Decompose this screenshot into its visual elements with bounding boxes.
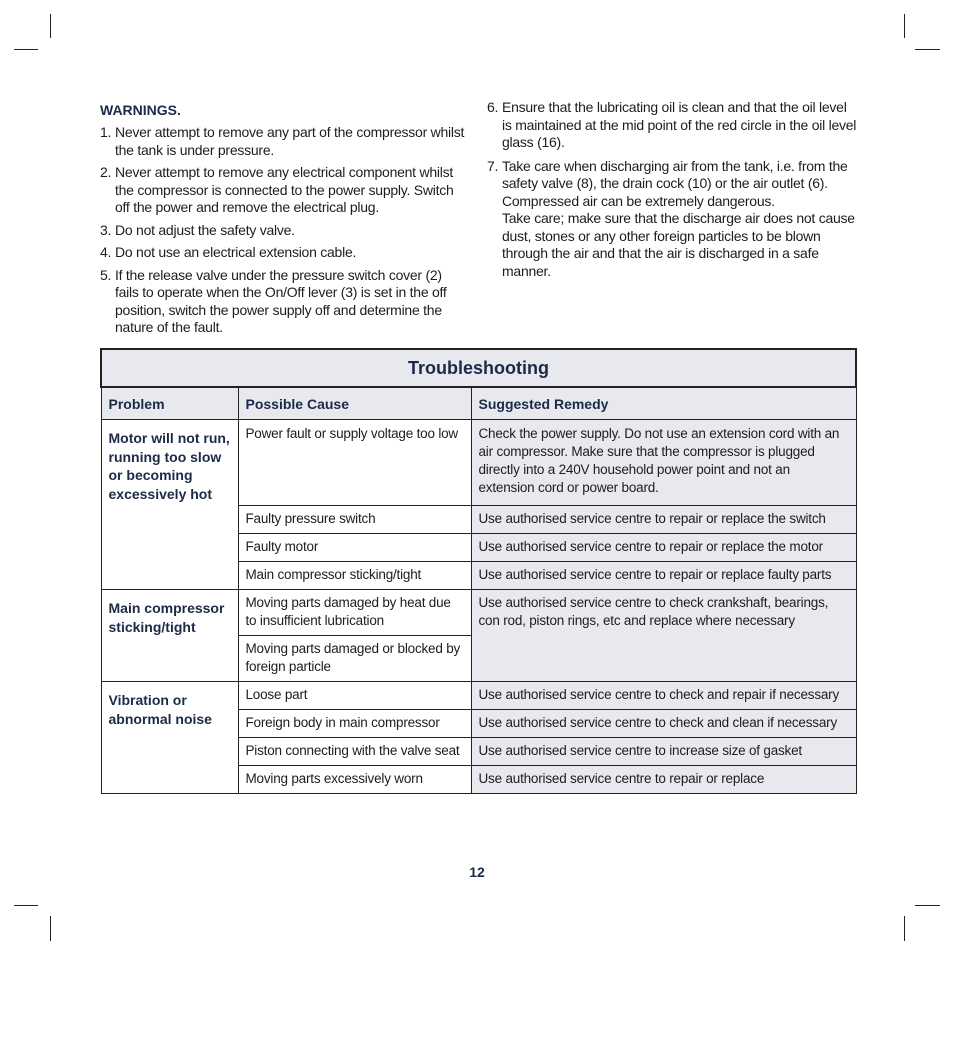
warning-number: 5.	[100, 266, 112, 283]
table-row	[101, 590, 856, 636]
problem-cell: Vibration or abnormal noise	[101, 682, 238, 794]
warning-item	[100, 222, 465, 240]
cause-cell: Moving parts damaged by heat due to insufficient lubrication	[238, 590, 471, 636]
warnings-list-continued	[487, 99, 859, 280]
warning-number: 3.	[100, 221, 112, 238]
troubleshooting-table	[100, 348, 857, 794]
warnings-list	[100, 124, 465, 337]
header-possible-cause: Possible Cause	[238, 387, 471, 420]
remedy-cell: Use authorised service centre to check and repair if necessary	[471, 682, 856, 710]
crop-mark-top-left-vertical	[50, 14, 51, 38]
cause-cell: Moving parts excessively worn	[238, 766, 471, 794]
warning-text: Do not use an electrical extension cable.	[115, 244, 357, 260]
warning-text: Ensure that the lubricating oil is clean and that the oil level is maintained at the mid point of the red circle in the oil level glass (16).	[502, 99, 857, 150]
remedy-cell: Use authorised service centre to repair or replace the motor	[471, 534, 856, 562]
cause-cell: Moving parts damaged or blocked by foreign particle	[238, 636, 471, 682]
warning-number: 1.	[100, 124, 112, 140]
crop-mark-bottom-left-horizontal	[14, 905, 38, 906]
table-row	[101, 420, 856, 506]
crop-mark-bottom-right-vertical	[904, 916, 905, 941]
warning-text: Never attempt to remove any electrical component whilst the compressor is connected to the power supply. Switch off the power and remove the electrical plug.	[115, 164, 454, 215]
table-header-row	[101, 387, 856, 420]
table-row	[101, 682, 856, 710]
header-problem: Problem	[101, 387, 238, 420]
warning-text: Do not adjust the safety valve.	[115, 221, 295, 238]
warnings-heading: WARNINGS.	[100, 102, 181, 118]
warning-item	[100, 124, 465, 159]
cause-cell: Loose part	[238, 682, 471, 710]
warning-item	[100, 244, 465, 262]
problem-cell: Main compressor sticking/tight	[101, 590, 238, 682]
crop-mark-bottom-left-vertical	[50, 916, 51, 941]
warning-text: Take care when discharging air from the tank, i.e. from the safety valve (8), the drain cock (10) or the air outlet (6). Compressed air can be extremely dangerous.	[502, 157, 848, 209]
warning-item	[487, 158, 859, 281]
cause-cell: Main compressor sticking/tight	[238, 562, 471, 590]
warning-item	[487, 99, 859, 152]
cause-cell: Power fault or supply voltage too low	[238, 420, 471, 506]
warning-number: 2.	[100, 164, 112, 180]
page-number: 12	[469, 864, 485, 880]
warning-text: If the release valve under the pressure switch cover (2) fails to operate when the On/Off lever (3) is set in the off position, switch the power supply off and determine the nature of the fault.	[115, 266, 447, 335]
remedy-cell: Use authorised service centre to repair or replace faulty parts	[471, 562, 856, 590]
warnings-left-column	[100, 101, 465, 342]
warning-text: Never attempt to remove any part of the compressor whilst the tank is under pressure.	[115, 124, 465, 158]
remedy-cell: Use authorised service centre to increase size of gasket	[471, 738, 856, 766]
warnings-right-column	[487, 99, 859, 286]
cause-cell: Faulty motor	[238, 534, 471, 562]
cause-cell: Piston connecting with the valve seat	[238, 738, 471, 766]
remedy-cell: Use authorised service centre to repair or replace	[471, 766, 856, 794]
warning-item	[100, 267, 465, 337]
cause-cell: Foreign body in main compressor	[238, 710, 471, 738]
header-suggested-remedy: Suggested Remedy	[471, 387, 856, 420]
remedy-cell: Check the power supply. Do not use an extension cord with an air compressor. Make sure that the compressor is plugged directly into a 240V household power point and not an extension cord or power board.	[471, 420, 856, 506]
remedy-cell: Use authorised service centre to check crankshaft, bearings, con rod, piston rings, etc and replace where necessary	[471, 590, 856, 682]
warning-number: 4.	[100, 244, 112, 260]
crop-mark-top-left-horizontal	[14, 49, 38, 50]
crop-mark-top-right-vertical	[904, 14, 905, 38]
remedy-cell: Use authorised service centre to check and clean if necessary	[471, 710, 856, 738]
warning-extra-text: Take care; make sure that the discharge air does not cause dust, stones or any other foreign particles to be blown through the air and that the air is discharged in a safe manner.	[502, 210, 855, 279]
warning-number: 6.	[487, 99, 499, 115]
remedy-cell: Use authorised service centre to repair or replace the switch	[471, 506, 856, 534]
warning-item	[100, 164, 465, 217]
problem-cell: Motor will not run, running too slow or becoming excessively hot	[101, 420, 238, 590]
crop-mark-bottom-right-horizontal	[915, 905, 940, 906]
cause-cell: Faulty pressure switch	[238, 506, 471, 534]
warning-number: 7.	[487, 157, 499, 174]
crop-mark-top-right-horizontal	[915, 49, 940, 50]
troubleshooting-title: Troubleshooting	[101, 349, 856, 387]
